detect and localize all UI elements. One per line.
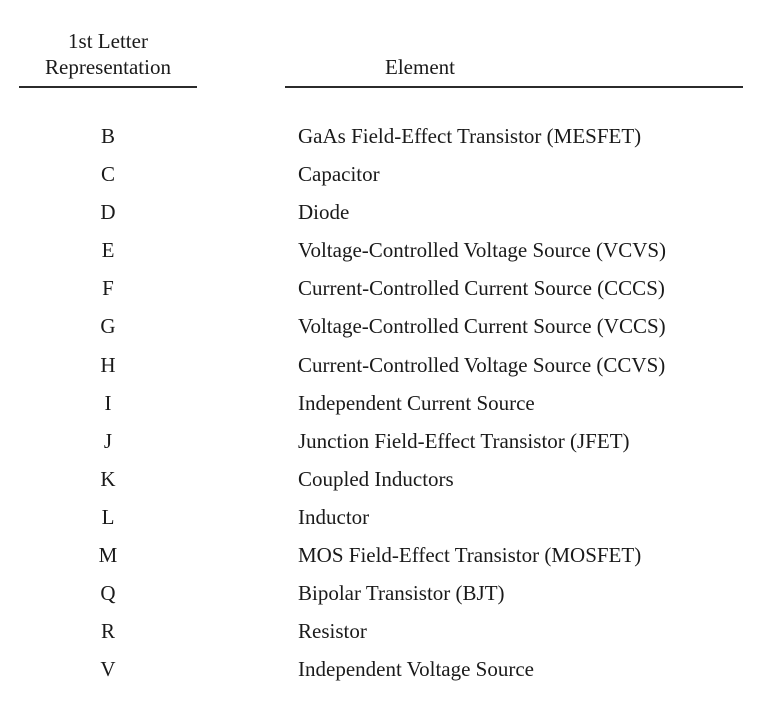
row-element: Voltage-Controlled Voltage Source (VCVS) [298, 238, 667, 263]
row-letter: V [100, 657, 116, 682]
row-letter: M [98, 543, 118, 568]
row-element: Bipolar Transistor (BJT) [298, 581, 505, 606]
row-letter: K [100, 466, 116, 491]
row-element: Voltage-Controlled Current Source (VCCS) [298, 314, 666, 339]
table-row [0, 346, 784, 384]
table-row [0, 384, 784, 422]
table-row [0, 498, 784, 536]
table-row [0, 307, 784, 345]
row-letter: H [100, 352, 116, 377]
row-letter: G [100, 314, 116, 339]
row-element: Current-Controlled Voltage Source (CCVS) [298, 352, 666, 377]
table-row [0, 117, 784, 155]
row-element: MOS Field-Effect Transistor (MOSFET) [298, 543, 642, 568]
header-element-label: Element [385, 55, 455, 79]
row-element: Junction Field-Effect Transistor (JFET) [298, 428, 630, 453]
header-rule-left [19, 86, 197, 88]
table-row [0, 536, 784, 574]
table-body [0, 117, 784, 688]
table-row [0, 269, 784, 307]
header-first-letter-line2: Representation [45, 55, 171, 79]
row-element: Diode [298, 200, 350, 225]
row-letter: E [101, 238, 115, 263]
table-row [0, 574, 784, 612]
row-element: Current-Controlled Current Source (CCCS) [298, 276, 665, 301]
table-row [0, 650, 784, 688]
row-element: GaAs Field-Effect Transistor (MESFET) [298, 124, 642, 148]
table-row [0, 231, 784, 269]
table-row [0, 612, 784, 650]
row-letter: D [100, 200, 116, 225]
row-letter: J [103, 428, 113, 453]
row-letter: L [101, 504, 115, 529]
table-row [0, 193, 784, 231]
table-row [0, 155, 784, 193]
row-letter: F [102, 276, 114, 301]
row-element: Capacitor [298, 162, 380, 187]
row-element: Independent Current Source [298, 390, 535, 415]
header-first-letter [19, 28, 197, 80]
header-rule-right [285, 86, 743, 88]
row-letter: R [100, 619, 115, 644]
header-first-letter-line1: 1st Letter [68, 29, 148, 53]
row-letter: C [100, 162, 115, 187]
table-row [0, 460, 784, 498]
row-element: Independent Voltage Source [298, 657, 534, 682]
row-letter: Q [100, 581, 116, 606]
row-element: Inductor [298, 504, 370, 529]
row-element: Resistor [298, 619, 367, 644]
row-letter: I [104, 390, 112, 415]
row-letter: B [100, 124, 115, 148]
table-row [0, 422, 784, 460]
row-element: Coupled Inductors [298, 466, 454, 491]
